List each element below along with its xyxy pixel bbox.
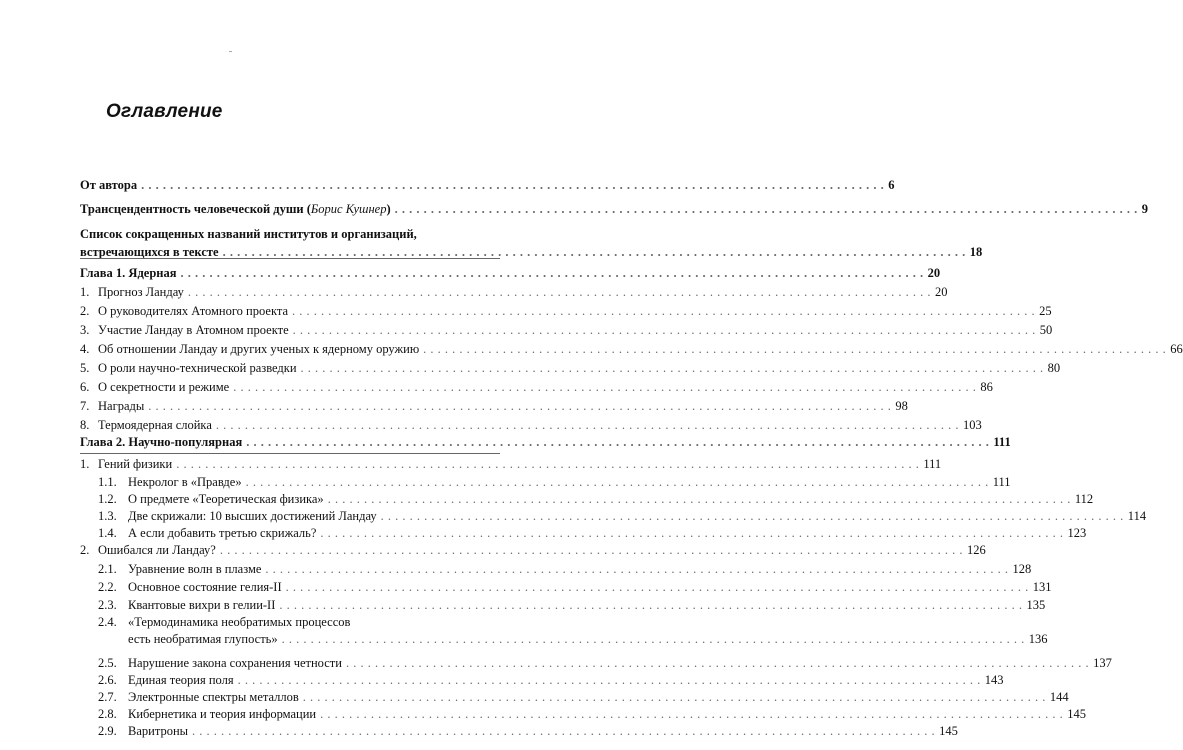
page-number: 103 — [963, 418, 982, 432]
dot-leader — [320, 524, 1063, 542]
page-number: 136 — [1028, 632, 1048, 646]
item-number: 2.2. — [98, 580, 117, 594]
toc-subitem[interactable] — [98, 473, 1011, 491]
page-number: 20 — [935, 285, 948, 299]
item-number: 2. — [80, 304, 90, 318]
toc-item[interactable] — [80, 378, 993, 396]
item-text: Электронные спектры металлов — [128, 690, 299, 704]
dot-leader — [141, 176, 884, 194]
page-number: 144 — [1049, 690, 1069, 704]
item-text-line2: есть необратимая глупость» — [128, 632, 278, 646]
dot-leader — [282, 631, 1025, 648]
dot-leader — [395, 200, 1138, 218]
dot-leader — [188, 283, 931, 301]
toc-item[interactable] — [80, 541, 986, 559]
page-title: Оглавление — [106, 101, 223, 122]
toc-subitem[interactable] — [98, 672, 1004, 689]
chapter-title: Глава 1. Ядерная — [80, 266, 177, 280]
dot-leader — [279, 596, 1022, 614]
toc-entry-abbreviations[interactable] — [80, 226, 983, 261]
dot-leader — [303, 689, 1046, 706]
item-number: 2.7. — [98, 690, 117, 704]
item-text: Гений физики — [98, 457, 173, 471]
toc-item[interactable] — [80, 455, 942, 473]
item-text: О предмете «Теоретическая физика» — [128, 492, 324, 506]
item-text: Кибернетика и теория информации — [128, 707, 317, 721]
item-number: 2.5. — [98, 656, 117, 670]
item-text: О секретности и режиме — [98, 380, 230, 394]
item-number: 2.1. — [98, 562, 117, 576]
dot-leader — [265, 560, 1008, 578]
item-text: Термоядерная слойка — [98, 418, 212, 432]
dot-leader — [328, 490, 1071, 508]
divider — [80, 453, 500, 454]
page-number: 50 — [1039, 323, 1053, 337]
entry-text-line1: Список сокращенных названий институтов и организаций, — [80, 227, 417, 241]
toc-subitem[interactable] — [98, 560, 1032, 578]
dot-leader — [381, 507, 1124, 525]
toc-chapter-1[interactable] — [80, 264, 941, 282]
item-number: 1. — [80, 285, 90, 299]
dot-leader — [320, 706, 1063, 723]
dot-leader — [181, 264, 924, 282]
item-number: 2.3. — [98, 598, 117, 612]
item-text: Варитроны — [128, 724, 189, 738]
toc-subitem[interactable] — [98, 490, 1094, 508]
item-text: Ошибался ли Ландау? — [98, 543, 216, 557]
entry-first-line — [98, 614, 500, 631]
entry-last-line — [98, 631, 1048, 648]
item-text: Прогноз Ландау — [98, 285, 184, 299]
dot-leader — [216, 416, 959, 434]
item-text: Нарушение закона сохранения четности — [128, 656, 342, 670]
page-number: 111 — [923, 457, 942, 471]
page-number: 137 — [1093, 656, 1112, 670]
dot-leader — [301, 359, 1044, 377]
toc-subitem[interactable] — [98, 524, 1087, 542]
page-number: 145 — [939, 724, 958, 738]
item-number: 1.3. — [98, 509, 117, 523]
dot-leader — [176, 455, 919, 473]
item-number: 7. — [80, 399, 90, 413]
item-number: 2. — [80, 543, 90, 557]
item-text: Основное состояние гелия-II — [128, 580, 282, 594]
page-number: 80 — [1047, 361, 1061, 375]
item-number: 1. — [80, 457, 90, 471]
page-number: 145 — [1067, 707, 1086, 721]
item-number: 8. — [80, 418, 90, 432]
dot-leader — [238, 672, 981, 689]
dot-leader — [148, 397, 891, 415]
entry-text: Трансцендентность человеческой души (Борис Кушнер) — [80, 202, 391, 216]
item-text: Две скрижали: 10 высших достижений Ландау — [128, 509, 377, 523]
entry-text-line2: встречающихся в тексте — [80, 245, 219, 259]
page-number: 18 — [969, 245, 983, 259]
dot-leader — [423, 340, 1166, 358]
item-number: 2.4. — [98, 615, 117, 629]
item-number: 2.9. — [98, 724, 117, 738]
toc-subitem[interactable] — [98, 706, 1086, 723]
entry-author: Борис Кушнер — [310, 202, 387, 216]
item-text: Квантовые вихри в гелии-II — [128, 598, 276, 612]
page-number: 114 — [1127, 509, 1147, 523]
page-number: 112 — [1074, 492, 1094, 506]
item-text: Участие Ландау в Атомном проекте — [98, 323, 289, 337]
item-number: 5. — [80, 361, 90, 375]
page-number: 86 — [980, 380, 993, 394]
dot-leader — [292, 302, 1035, 320]
toc-subitem[interactable] — [98, 578, 1052, 596]
page-number: 6 — [888, 178, 895, 192]
toc-subitem[interactable] — [98, 596, 1046, 614]
page-number: 111 — [993, 435, 1011, 449]
toc-item[interactable] — [80, 340, 1183, 358]
toc-subitem[interactable] — [98, 507, 1147, 525]
item-text: Уравнение волн в плазме — [128, 562, 262, 576]
item-number: 1.4. — [98, 526, 117, 540]
page-number: 126 — [966, 543, 986, 557]
page-number: 143 — [984, 673, 1004, 687]
page-number: 111 — [992, 475, 1011, 489]
item-number: 4. — [80, 342, 90, 356]
dot-leader — [346, 655, 1089, 672]
toc-subitem-multiline[interactable] — [98, 614, 1048, 648]
toc-item[interactable] — [80, 283, 948, 301]
toc-entry-transcendence[interactable] — [80, 200, 1149, 218]
toc-entry-author[interactable] — [80, 176, 895, 194]
toc-item[interactable] — [80, 321, 1053, 339]
toc-subitem[interactable] — [98, 689, 1069, 706]
dot-leader — [246, 433, 989, 451]
dot-leader — [220, 541, 963, 559]
toc-subitem[interactable] — [98, 655, 1112, 672]
item-text: Награды — [98, 399, 145, 413]
page-number: 20 — [927, 266, 941, 280]
dot-leader — [246, 473, 989, 491]
dot-leader — [233, 378, 976, 396]
item-number: 3. — [80, 323, 90, 337]
page-number: 98 — [895, 399, 908, 413]
item-text: Об отношении Ландау и других ученых к ядерному оружию — [98, 342, 420, 356]
dot-leader — [293, 321, 1036, 339]
item-text: Единая теория поля — [128, 673, 234, 687]
entry-text: От автора — [80, 178, 138, 192]
chapter-title: Глава 2. Научно-популярная — [80, 435, 243, 449]
item-text: Некролог в «Правде» — [128, 475, 242, 489]
page-number: 135 — [1026, 598, 1046, 612]
page-number: 25 — [1039, 304, 1052, 318]
page-number: 66 — [1170, 342, 1183, 356]
page-number: 9 — [1141, 202, 1149, 216]
page-number: 131 — [1032, 580, 1052, 594]
item-text: О руководителях Атомного проекта — [98, 304, 289, 318]
dot-leader — [286, 578, 1029, 596]
toc-subitem[interactable] — [98, 723, 958, 740]
toc-item[interactable] — [80, 302, 1052, 320]
page-number: 123 — [1067, 526, 1087, 540]
toc-item[interactable] — [80, 416, 982, 434]
item-text: О роли научно-технической разведки — [98, 361, 297, 375]
page-number: 128 — [1012, 562, 1032, 576]
item-number: 1.1. — [98, 475, 117, 489]
divider — [80, 258, 500, 259]
toc-item[interactable] — [80, 397, 908, 415]
item-text-line1: «Термодинамика необратимых процессов — [128, 615, 351, 629]
dot-leader — [192, 723, 935, 740]
item-number: 2.6. — [98, 673, 117, 687]
item-text: А если добавить третью скрижаль? — [128, 526, 317, 540]
page-mark — [229, 51, 232, 52]
item-number: 1.2. — [98, 492, 117, 506]
toc-chapter-2[interactable] — [80, 433, 1011, 451]
item-number: 2.8. — [98, 707, 117, 721]
item-number: 6. — [80, 380, 90, 394]
toc-item[interactable] — [80, 359, 1061, 377]
